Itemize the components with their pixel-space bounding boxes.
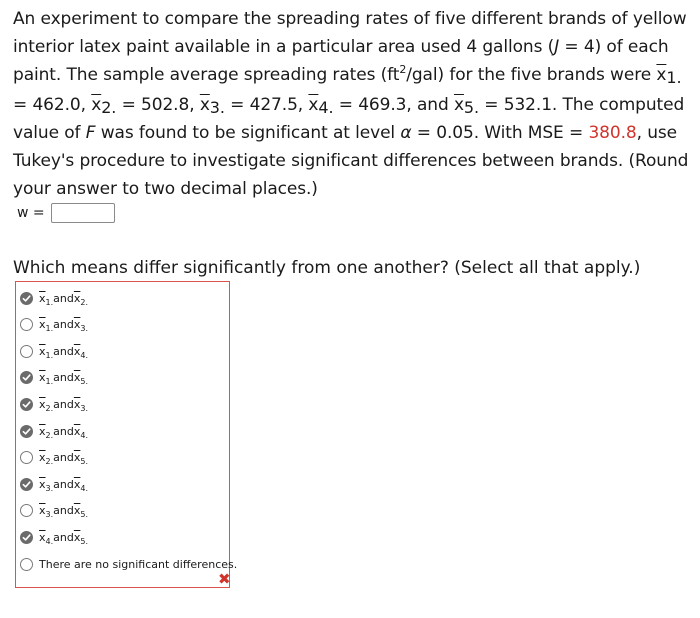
- mean-label-a: $\overline{x}_{1.}$: [39, 291, 54, 307]
- none-label: There are no significant differences.: [39, 557, 238, 571]
- choice-no-differences[interactable]: [20, 554, 237, 574]
- mean-label-b: $\overline{x}_{5.}$: [73, 371, 89, 387]
- mean-label-a: $\overline{x}_{1.}$: [39, 318, 54, 334]
- checkbox[interactable]: [20, 345, 33, 358]
- mean-label-a: $\overline{x}_{2.}$: [39, 397, 54, 413]
- mean-label-b: $\overline{x}_{2.}$: [73, 291, 89, 307]
- w-answer-row: [17, 203, 115, 223]
- choice-pair-2-4[interactable]: [20, 421, 88, 441]
- mse-value: 380.8: [588, 123, 637, 143]
- checkbox[interactable]: [20, 531, 33, 544]
- mean-label-b: $\overline{x}_{4.}$: [73, 477, 89, 493]
- choice-pair-1-4[interactable]: [20, 341, 88, 361]
- mean-label-a: $\overline{x}_{2.}$: [39, 451, 54, 467]
- checkbox[interactable]: [20, 292, 33, 305]
- choice-pair-2-5[interactable]: [20, 448, 88, 468]
- mean-label-b: $\overline{x}_{3.}$: [73, 397, 89, 413]
- checkbox[interactable]: [20, 451, 33, 464]
- and-text: and: [53, 291, 74, 305]
- choice-pair-1-5[interactable]: [20, 368, 88, 388]
- choice-pair-1-2[interactable]: [20, 288, 88, 308]
- choices-group: [15, 281, 238, 588]
- and-text: and: [53, 344, 74, 358]
- choice-pair-1-3[interactable]: [20, 315, 88, 335]
- mean-label-a: $\overline{x}_{1.}$: [39, 371, 54, 387]
- mean-label-b: $\overline{x}_{5.}$: [73, 451, 89, 467]
- mean-label-b: $\overline{x}_{4.}$: [73, 424, 89, 440]
- w-label: w =: [17, 205, 45, 221]
- checkbox[interactable]: [20, 558, 33, 571]
- mean-label-a: $\overline{x}_{3.}$: [39, 504, 54, 520]
- and-text: and: [53, 504, 74, 518]
- and-text: and: [53, 451, 74, 465]
- mean-label-b: $\overline{x}_{4.}$: [73, 344, 89, 360]
- checkbox[interactable]: [20, 504, 33, 517]
- and-text: and: [53, 318, 74, 332]
- checkbox[interactable]: [20, 371, 33, 384]
- and-text: and: [53, 371, 74, 385]
- and-text: and: [53, 424, 74, 438]
- checkbox[interactable]: [20, 425, 33, 438]
- w-input[interactable]: [51, 203, 115, 223]
- mean-label-b: $\overline{x}_{5.}$: [73, 504, 89, 520]
- question-text: An experiment to compare the spreading rates of five different brands of yellow interior latex paint available in a particular area used 4 gallons (J = 4) of each paint. The sample average spreading rates $(ft^2/gal)$ for the five brands were $\overline{x}1$. = 462.0, $\overline{x}2$. = 502.8, $\overline{x}3$. = 427.5, $\overline{x}4$. = 469.3, and $\overline{x}5$. = 532.1. The computed value of F was found to be significant at level α = 0.05. With MSE = 380.8, use Tukey's procedure to investigate significant differences between brands. (Round your answer to two decimal places.): [13, 9, 689, 199]
- choice-pair-3-5[interactable]: [20, 501, 88, 521]
- and-text: and: [53, 477, 74, 491]
- mean-label-b: $\overline{x}_{5.}$: [73, 530, 89, 546]
- choice-pair-4-5[interactable]: [20, 527, 88, 547]
- and-text: and: [53, 530, 74, 544]
- checkbox[interactable]: [20, 478, 33, 491]
- mean-label-a: $\overline{x}_{4.}$: [39, 530, 54, 546]
- choice-pair-3-4[interactable]: [20, 474, 88, 494]
- checkbox[interactable]: [20, 318, 33, 331]
- select-prompt: Which means differ significantly from one another? (Select all that apply.): [13, 258, 641, 278]
- mean-label-a: $\overline{x}_{3.}$: [39, 477, 54, 493]
- and-text: and: [53, 397, 74, 411]
- mean-label-b: $\overline{x}_{3.}$: [73, 318, 89, 334]
- choice-pair-2-3[interactable]: [20, 394, 88, 414]
- mean-label-a: $\overline{x}_{1.}$: [39, 344, 54, 360]
- checkbox[interactable]: [20, 398, 33, 411]
- mean-label-a: $\overline{x}_{2.}$: [39, 424, 54, 440]
- incorrect-x-icon: ✖: [218, 570, 231, 588]
